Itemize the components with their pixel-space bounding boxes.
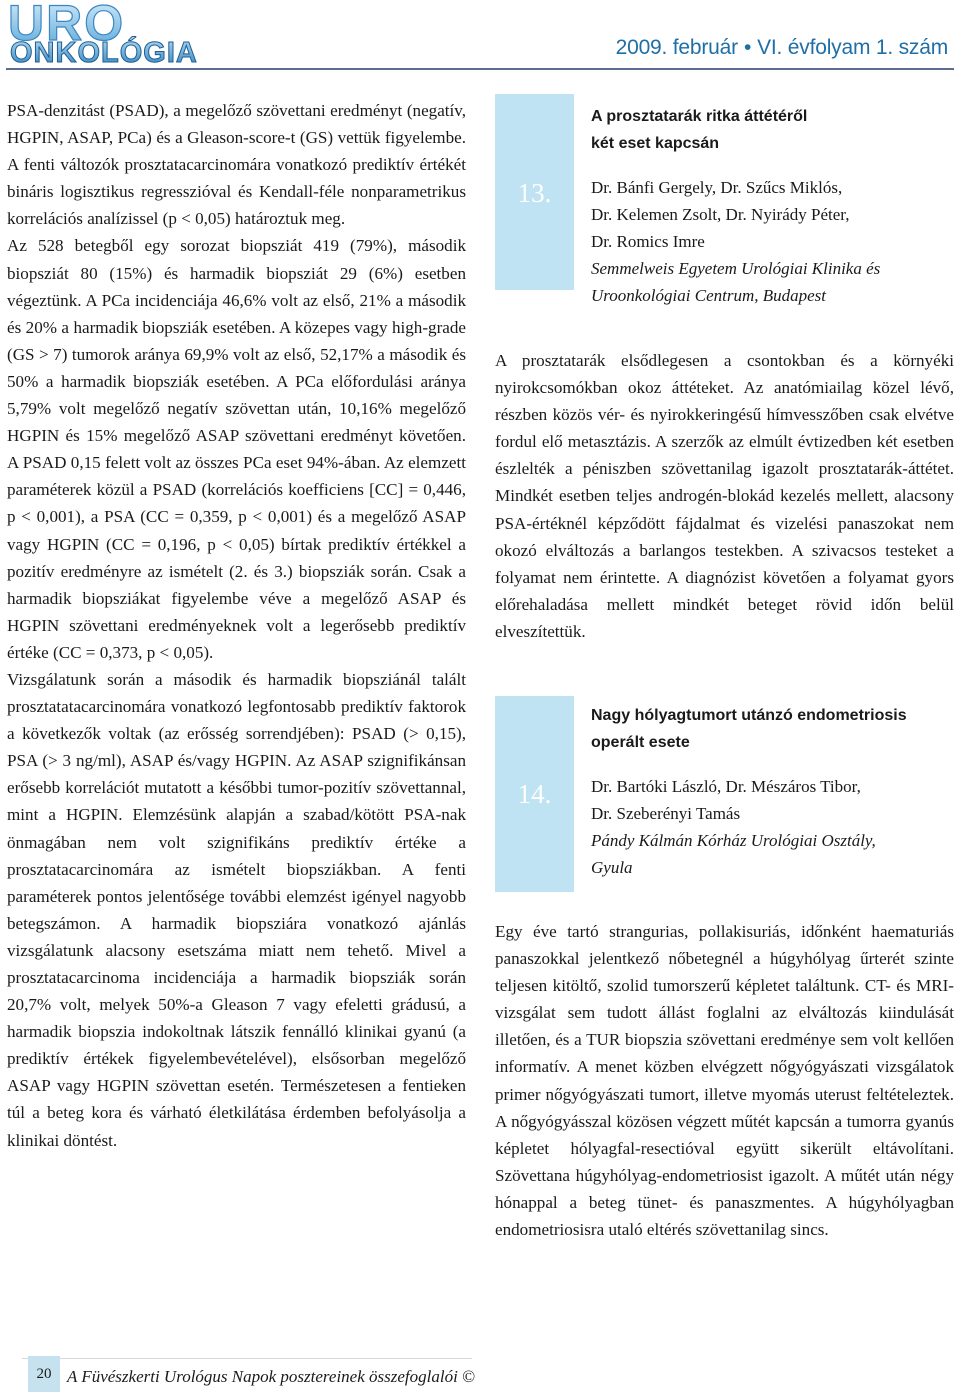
abstract-13-number: 13. — [517, 178, 552, 208]
abstract-14-title — [591, 702, 956, 756]
footer-rule — [22, 1358, 472, 1359]
left-paragraph-3: Vizsgálatunk során a második és harmadik biopsziánál talált prosztatatacarcinomára vonatkozó legfontosabb prediktív faktorok a következők voltak (az erősség sorrendjében): PSAD (> 0,15), PSA (> 3 ng/ml), ASAP és/vagy HGPIN. Az ASAP szignifikánsan erősebb korrelációt mutatott a későbbi tumor-pozitív szövettannal, mint a HGPIN. Elemzésünk alapján a szabad/kötött PSA-nak önmagában nem volt szignifikáns prediktív értéke a prosztatacarcinomára az ismételt biopsziákban. A fenti paraméterek pontos jelentősége további elemzést igényel nagyobb betegszámon. A harmadik biopsziára vonatkozó ajánlás vizsgálatunk alacsony esetszáma miatt nem tehető. Mivel a prosztatacarcinoma incidenciája a harmadik biopsziák során 20,7% volt, melyek 50%-a Gleason 7 vagy efeletti grádusú, a harmadik biopszia indokoltnak látszik fennálló klinikai gyanú (a prediktív értékek figyelembevételével), elsősorban megelőző ASAP vagy HGPIN szövettan esetén. Természetesen a fentieken túl a beteg kora és várható életkilátása érdemben befolyásolja a klinikai döntést. — [7, 669, 466, 1150]
abstract-14-institution-line-1: Pándy Kálmán Kórház Urológiai Osztály, — [591, 831, 876, 850]
left-column — [7, 97, 466, 1154]
abstract-13-title — [591, 103, 956, 157]
abstract-14-number: 14. — [517, 779, 552, 809]
page-number-box — [28, 1356, 60, 1392]
abstract-13-authors-line-2: Dr. Kelemen Zsolt, Dr. Nyirády Péter, — [591, 205, 850, 224]
abstract-13-body — [495, 347, 954, 645]
issue-volume: VI. évfolyam 1. szám — [757, 36, 948, 59]
header-rule — [6, 68, 954, 70]
abstract-14-institution — [591, 827, 956, 881]
page-number: 20 — [36, 1365, 52, 1382]
issue-bullet: • — [743, 36, 752, 59]
abstract-13-number-box — [495, 94, 574, 290]
issue-info — [616, 36, 948, 60]
abstract-14-authors — [591, 773, 956, 827]
left-paragraph-1: PSA-denzitást (PSAD), a megelőző szövettani eredményt (negatív, HGPIN, ASAP, PCa) és a Gleason-score-t (GS) vettük figyelembe. A fenti változók prosztatacarcinomára vonatkozó prediktív értékét bináris logisztikus regresszióval és Kendall-féle nonparametrikus korrelációs analízissel (p < 0,05) határoztuk meg. — [7, 101, 466, 229]
journal-logo — [6, 2, 268, 68]
abstract-14-header — [591, 702, 956, 881]
abstract-14-institution-line-2: Gyula — [591, 858, 633, 877]
abstract-13-header — [591, 103, 956, 309]
issue-date: 2009. február — [615, 36, 738, 59]
abstract-13-body-text: A prosztatarák elsődlegesen a csontokban és a környéki nyirokcsomókban okoz áttéteket. Az anatómiailag közel lévő, részben közös vér- és nyirokkeringésű hímvesszőben csak elvétve fordul elő metasztázis. A szerzők az elmúlt évtizedben két esetben észlelték a péniszben szövettanilag igazolt prosztatarák-áttétet. Mindkét esetben teljes androgén-blokád kezelés mellett, alacsony PSA-értéknél képződött fájdalmat és vizelési panaszokat nem okozó elváltozás a barlangos testekben. A szivacsos testeket a folyamat nem érintette. A diagnózist követően a folyamat gyors előrehaladása mellett mindkét beteget rövid időn belül elveszítettük. — [495, 351, 954, 641]
abstract-13-institution — [591, 255, 956, 309]
abstract-14-authors-line-1: Dr. Bartóki László, Dr. Mészáros Tibor, — [591, 777, 861, 796]
abstract-13-authors-line-1: Dr. Bánfi Gergely, Dr. Szűcs Miklós, — [591, 178, 843, 197]
abstract-14-body — [495, 918, 954, 1243]
abstract-14-number-box — [495, 696, 574, 892]
abstract-13-institution-line-2: Uroonkológiai Centrum, Budapest — [591, 286, 826, 305]
abstract-13-title-line-2: két eset kapcsán — [591, 135, 720, 152]
logo-top-text: URO — [8, 2, 126, 51]
abstract-13-authors-line-3: Dr. Romics Imre — [591, 232, 705, 251]
abstract-14-title-line-2: operált esete — [591, 734, 690, 751]
abstract-14-body-text: Egy éve tartó strangurias, pollakisuriás, időnként haematuriás panaszokkal jelentkező nőbetegnél a húgyhólyag űrterét szinte teljesen kitöltő, szolid tumorszerű képletet találtunk. CT- és MRI-vizsgálat sem tudott állást foglalni az elváltozás kiindulását illetően, és a TUR biopszia szövettani eredménye sem volt kellően informatív. A menet közben elvégzett nőgyógyászati vizsgálatok primer nőgyógyászati tumort, illetve myomás uterust feltételeztek. A nőgyógyásszal közösen végzett műtét kapcsán a tumorra gyanús képletet hólyagfal-resectióval együtt sikerült eltávolítani. Szövettana húgyhólyag-endometriosist igazolt. A műtét után négy hónappal a beteg tünet- és panaszmentes. A húgyhólyagban endometriosisra utaló eltérés szövettanilag sincs. — [495, 922, 954, 1240]
abstract-13-authors — [591, 174, 956, 255]
footer-title: A Füvészkerti Urológus Napok posztereinek összefoglalói © — [67, 1367, 475, 1386]
abstract-13-title-line-1: A prosztatarák ritka áttétéről — [591, 108, 808, 125]
abstract-13-institution-line-1: Semmelweis Egyetem Urológiai Klinika és — [591, 259, 881, 278]
abstract-14-authors-line-2: Dr. Szeberényi Tamás — [591, 804, 741, 823]
logo-bottom-text: ONKOLÓGIA — [10, 37, 198, 68]
left-paragraph-2: Az 528 betegből egy sorozat biopsziát 419 (79%), második biopsziát 80 (15%) és harmadik biopsziát 29 (6%) esetben végeztünk. A PCa incidenciája 46,6% volt az első, 21% a második és 20% a harmadik biopsziák esetében. A közepes vagy high-grade (GS > 7) tumorok aránya 69,9% volt az első, 52,17% a második és 50% a harmadik biopsziák esetében. A PCa előfordulási aránya 5,79% volt megelőző negatív szövettan után, 10,16% megelőző HGPIN és 15% megelőző ASAP szövettani eredményt követően. A PSAD 0,15 felett volt az összes PCa eset 94%-ában. Az elemzett paraméterek közül a PSAD (korrelációs koefficiens [CC] = 0,446, p < 0,001), a PSA (CC = 0,359, p < 0,001) és a megelőző ASAP vagy HGPIN (CC = 0,196, p < 0,05) bírtak prediktív értékkel a pozitív eredményre az ismételt (2. és 3.) biopsziák során. Csak a harmadik biopsziákat figyelembe véve a megelőző ASAP és HGPIN szövettani eredményeknek volt a legerősebb prediktív értéke (CC = 0,373, p < 0,05). — [7, 236, 466, 662]
journal-logo-graphic — [6, 2, 268, 68]
abstract-14-title-line-1: Nagy hólyagtumort utánzó endometriosis — [591, 707, 907, 724]
